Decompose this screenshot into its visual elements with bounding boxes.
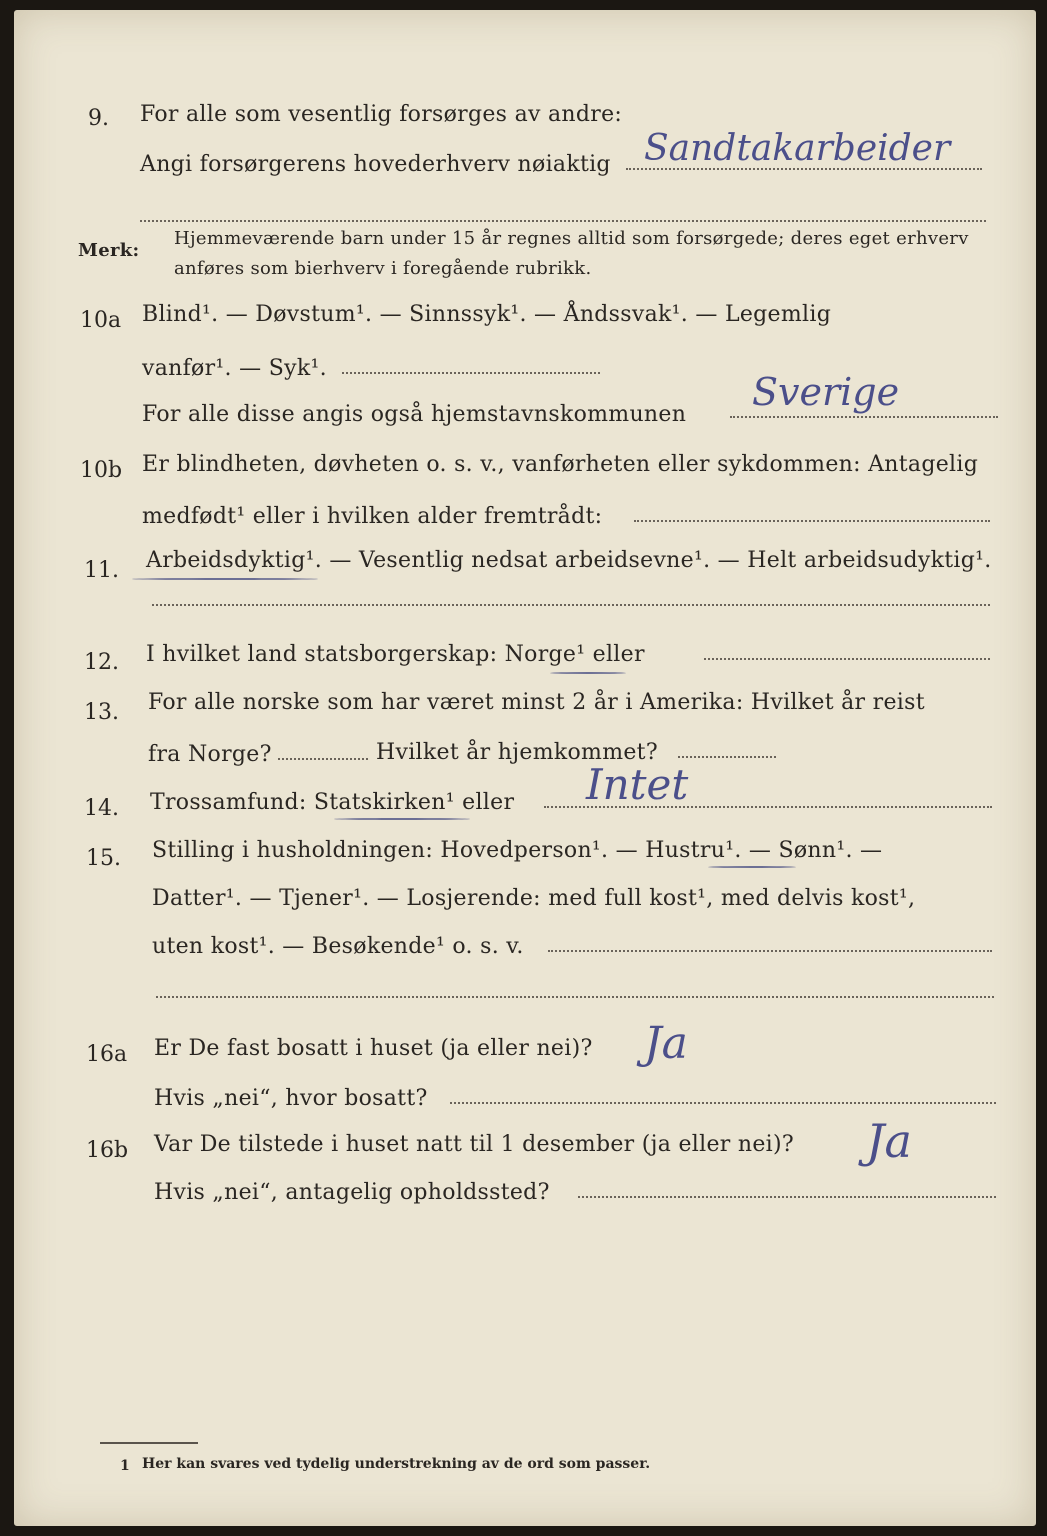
note-line2: anføres som bierhverv i foregående rubrikk. bbox=[174, 258, 592, 279]
footnote-mark: 1 bbox=[120, 1458, 130, 1474]
q10a-answer-line bbox=[342, 372, 600, 374]
q16a-handwritten-answer: Ja bbox=[644, 1018, 688, 1069]
q10a-handwritten-answer: Sverige bbox=[752, 370, 900, 414]
q13-returned-line bbox=[678, 756, 776, 758]
q9-extra-line bbox=[140, 220, 986, 222]
q10b-number: 10b bbox=[80, 458, 123, 483]
q12-answer-line bbox=[704, 658, 990, 660]
q15-number: 15. bbox=[86, 846, 121, 871]
q13-number: 13. bbox=[84, 700, 119, 725]
q10b-question-line2: medfødt¹ eller i hvilken alder fremtrådt: bbox=[142, 504, 603, 529]
q16b-number: 16b bbox=[86, 1138, 129, 1163]
q14-handwritten-answer: Intet bbox=[586, 760, 689, 809]
q15-extra-line bbox=[156, 996, 994, 998]
q15-question-line1: Stilling i husholdningen: Hovedperson¹. — Hustru¹. — Sønn¹. — bbox=[152, 838, 883, 863]
q15-answer-underline bbox=[708, 866, 796, 868]
q10b-answer-line bbox=[634, 520, 990, 522]
q15-question-line3: uten kost¹. — Besøkende¹ o. s. v. bbox=[152, 934, 524, 959]
q11-extra-line bbox=[152, 604, 990, 606]
q14-question-line1: Trossamfund: Statskirken¹ eller bbox=[150, 790, 515, 815]
q11-number: 11. bbox=[84, 558, 119, 583]
q16a-answer-line bbox=[450, 1102, 996, 1104]
q16b-answer-line bbox=[578, 1196, 996, 1198]
q12-question-line1: I hvilket land statsborgerskap: Norge¹ eller bbox=[146, 642, 645, 667]
q11-question-line1: Arbeidsdyktig¹. — Vesentlig nedsat arbeidsevne¹. — Helt arbeidsudyktig¹. bbox=[146, 548, 992, 573]
q13-left-norway-line bbox=[278, 758, 368, 760]
q16b-handwritten-answer: Ja bbox=[866, 1114, 912, 1168]
q10a-question-line3: For alle disse angis også hjemstavnskommunen bbox=[142, 402, 687, 427]
q16a-question-line1: Er De fast bosatt i huset (ja eller nei)? bbox=[154, 1036, 593, 1061]
q15-answer-line bbox=[548, 950, 992, 952]
q9-handwritten-answer: Sandtakarbeider bbox=[644, 128, 951, 169]
census-form-page bbox=[14, 10, 1036, 1526]
q11-answer-underline bbox=[132, 578, 318, 580]
footnote-rule bbox=[100, 1442, 198, 1444]
q12-answer-underline bbox=[550, 672, 626, 674]
q10a-number: 10a bbox=[80, 308, 122, 333]
q15-question-line2: Datter¹. — Tjener¹. — Losjerende: med full kost¹, med delvis kost¹, bbox=[152, 886, 916, 911]
note-line1: Hjemmeværende barn under 15 år regnes alltid som forsørgede; deres eget erhverv bbox=[174, 228, 969, 249]
q16a-question-line2: Hvis „nei“, hvor bosatt? bbox=[154, 1086, 428, 1111]
q9-number: 9. bbox=[88, 106, 109, 131]
q9-question-line1: For alle som vesentlig forsørges av andre: bbox=[140, 102, 623, 127]
q10a-question-line2: vanfør¹. — Syk¹. bbox=[142, 356, 327, 381]
q10a-question-line1: Blind¹. — Døvstum¹. — Sinnssyk¹. — Åndssvak¹. — Legemlig bbox=[142, 302, 832, 327]
footnote-text: Her kan svares ved tydelig understrekning av de ord som passer. bbox=[142, 1456, 651, 1472]
q13-question-line2b: Hvilket år hjemkommet? bbox=[376, 740, 658, 765]
q16b-question-line2: Hvis „nei“, antagelig opholdssted? bbox=[154, 1180, 550, 1205]
q16a-number: 16a bbox=[86, 1042, 128, 1067]
q12-number: 12. bbox=[84, 650, 119, 675]
q10a-home-line bbox=[730, 416, 998, 418]
note-label: Merk: bbox=[78, 240, 140, 261]
q13-question-line1: For alle norske som har været minst 2 år i Amerika: Hvilket år reist bbox=[148, 690, 925, 715]
q9-question-line2: Angi forsørgerens hovederhverv nøiaktig bbox=[140, 152, 611, 177]
q13-question-line2a: fra Norge? bbox=[148, 742, 272, 767]
q10b-question-line1: Er blindheten, døvheten o. s. v., vanførheten eller sykdommen: Antagelig bbox=[142, 452, 979, 477]
q14-number: 14. bbox=[84, 796, 119, 821]
q16b-question-line1: Var De tilstede i huset natt til 1 desember (ja eller nei)? bbox=[154, 1132, 794, 1157]
q14-answer-underline bbox=[334, 818, 470, 820]
